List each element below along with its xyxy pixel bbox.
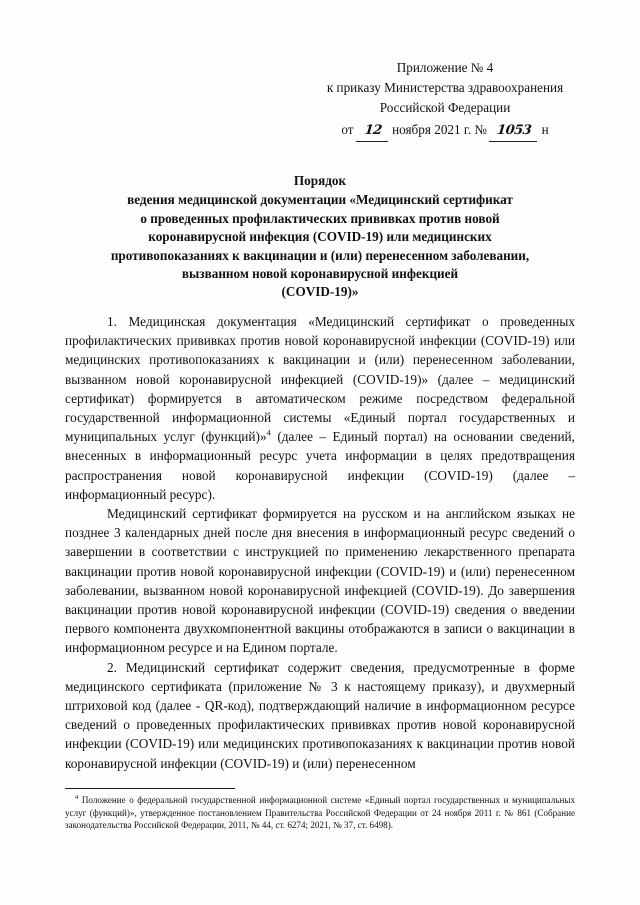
footnote-reference-marker: 4: [266, 427, 271, 438]
document-title: [60, 172, 580, 302]
title-line-6: (COVID-19)»: [281, 284, 359, 300]
footnote-content: [65, 794, 575, 832]
order-date-line: [300, 120, 590, 142]
footnote-block: [65, 788, 575, 832]
title-line-5: вызванном новой коронавирусной инфекцией: [181, 266, 459, 282]
date-year: 2021 г.: [434, 122, 472, 137]
footnote-separator-rule: [65, 788, 235, 789]
number-symbol: №: [474, 122, 488, 137]
federation-line: Российской Федерации: [379, 100, 511, 115]
number-suffix: н: [541, 122, 549, 137]
handwritten-day: 12: [356, 121, 390, 142]
title-heading: Порядок: [293, 173, 347, 188]
paragraph-1: [65, 312, 575, 504]
handwritten-order-number: 1053: [489, 121, 539, 142]
ministry-line: к приказу Министерства здравоохранения: [326, 80, 564, 95]
footnote-body-text: Положение о федеральной государственной информационной системе «Единый портал государственных и муниципальных услуг (функций)», утвержденное постановлением Правительства Российской Федерации от 24 ноября 2011 г. № 861 (Собрание законодательства Российской Федерации, 2011, № 44, ст. 6274; 2021, № 37, ст. 6498).: [65, 795, 575, 831]
paragraph-1-text-b: (далее – Единый портал) на основании сведений, внесенных в информационный ресурс учета информации в целях предотвращения распространения новой коронавирусной инфекции (COVID-19) (далее – информационный ресурс).: [65, 429, 576, 502]
date-prefix: от: [341, 122, 354, 137]
paragraph-3: 2. Медицинский сертификат содержит сведения, предусмотренные в форме медицинского сертификата (приложение № 3 к настоящему приказу), и двухмерный штриховой код (далее - QR-код), подтверждающий наличие в информационном ресурсе сведений о проведенных профилактических прививках против новой коронавирусной инфекции (COVID-19) или медицинских противопоказаниях к вакцинации против новой коронавирусной инфекции (COVID-19) и (или) перенесенном: [65, 659, 575, 771]
paragraph-2: Медицинский сертификат формируется на русском и на английском языках не позднее 3 календарных дней после дня внесения в информационный ресурс сведений о завершении в соответствии с инструкцией по применению лекарственного препарата вакцинации против новой коронавирусной инфекции (COVID-19) и (или) перенесенном заболевании, вызванном новой коронавирусной инфекцией (COVID-19). До завершения вакцинации против новой коронавирусной инфекции (COVID-19) сведения о введении первого компонента двухкомпонентной вакцины отображаются в записи о вакцинации в информационном ресурсе и на Едином портале.: [65, 506, 575, 656]
footnote-marker: 4: [75, 793, 79, 801]
title-line-2: о проведенных профилактических прививках против новой: [140, 210, 500, 226]
title-line-1: ведения медицинской документации «Медицинский сертификат: [127, 192, 513, 208]
title-line-4: противопоказаниях к вакцинации и (или) перенесенном заболевании,: [110, 247, 530, 263]
paragraph-1-text-a: 1. Медицинская документация «Медицинский сертификат о проведенных профилактических прививках против новой коронавирусной инфекции (COVID-19) или медицинских противопоказаниях к вакцинации и (или) перенесенном заболевании, вызванном новой коронавирусной инфекцией (COVID-19)» (далее – медицинский сертификат) формируется в автоматическом режиме посредством федеральной государственной информационной системы «Единый портал государственных и муниципальных услуг (функций)»: [65, 314, 575, 445]
appendix-number-line: Приложение № 4: [396, 60, 494, 75]
document-body: [65, 312, 575, 773]
date-month: ноября: [392, 122, 431, 137]
appendix-header: [300, 58, 590, 142]
title-line-3: коронавирусной инфекция (COVID-19) или медицинских: [148, 229, 492, 245]
